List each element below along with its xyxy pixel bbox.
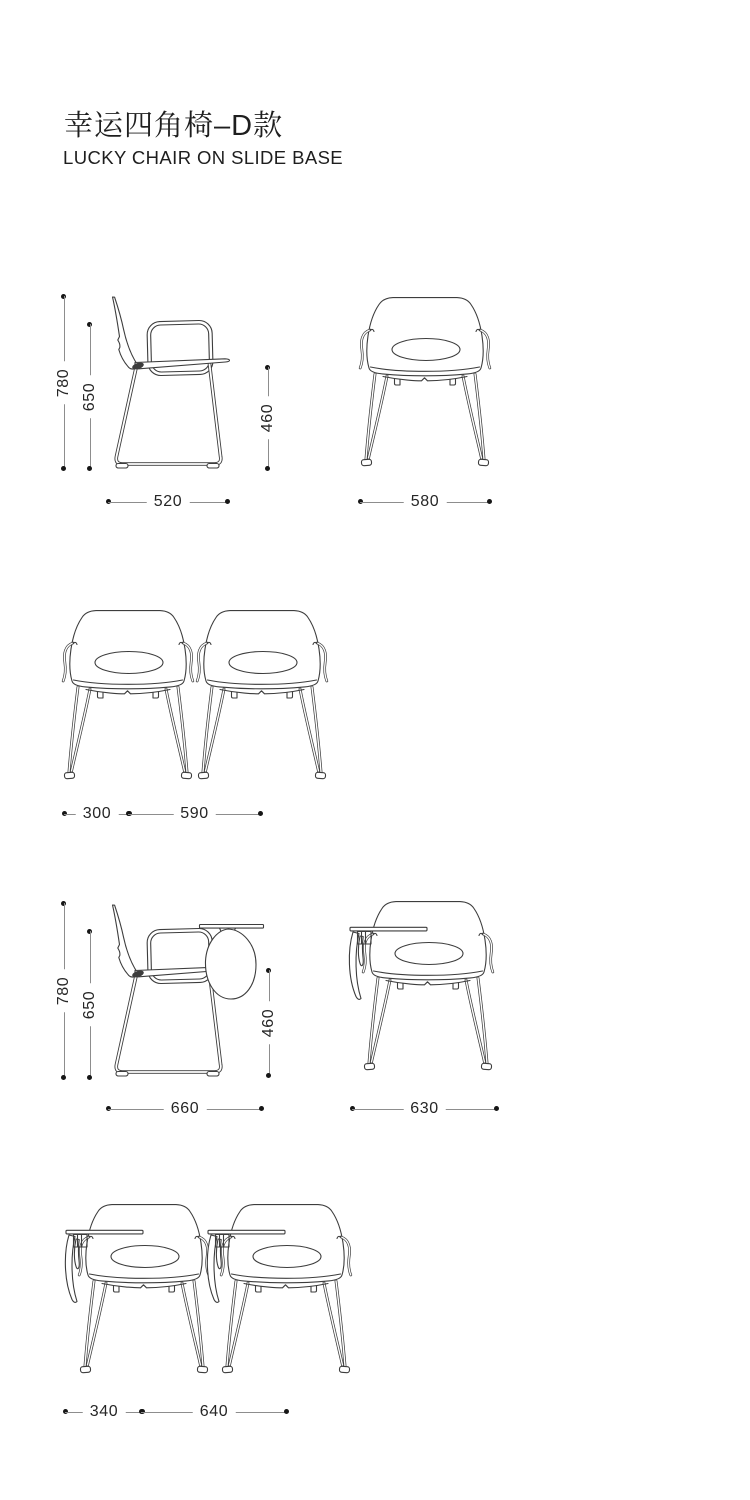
dim-label: 460 [261,1002,277,1045]
dim-dot [61,466,66,471]
page-title-en: LUCKY CHAIR ON SLIDE BASE [63,147,344,168]
dim-row-spacing-tablet [63,1403,145,1420]
dim-label: 590 [173,806,216,822]
dim-label: 640 [193,1404,236,1420]
dim-seat-height [259,365,276,471]
dim-backrest-height [81,322,98,471]
dim-seat-height-tablet [260,968,277,1078]
dim-row-pitch-tablet [139,1403,289,1420]
dim-dot [487,499,492,504]
dim-label: 780 [56,361,72,404]
dim-depth-tablet [106,1100,264,1117]
chair-pair-right-drawing [194,607,330,785]
dim-label: 650 [82,983,98,1026]
dim-dot [259,1106,264,1111]
dim-dot [265,466,270,471]
dim-width-tablet [350,1100,499,1117]
dim-backrest-height-tablet [81,929,98,1080]
dim-dot [266,1073,271,1078]
dim-row-spacing [62,805,132,822]
tablet-chair-pair-right-drawing [204,1201,356,1379]
dim-dot [284,1409,289,1414]
dim-overall-height [55,294,72,471]
tablet-chair-side-view-drawing [105,899,265,1079]
dim-label: 300 [76,806,119,822]
dim-dot [61,1075,66,1080]
dim-dot [258,811,263,816]
dim-overall-height-tablet [55,901,72,1080]
dim-row-pitch [126,805,263,822]
dim-label: 520 [147,494,190,510]
dim-dot [87,466,92,471]
tablet-chair-front-view-drawing [346,898,498,1076]
chair-side-view-drawing [105,293,240,473]
dim-label: 460 [260,397,276,440]
tablet-chair-pair-left-drawing [62,1201,214,1379]
dim-label: 660 [164,1101,207,1117]
dim-label: 340 [83,1404,126,1420]
dim-dot [225,499,230,504]
dim-label: 630 [403,1101,446,1117]
dim-label: 580 [404,494,447,510]
dim-label: 780 [56,969,72,1012]
dim-chair-width [358,493,492,510]
dim-dot [87,1075,92,1080]
dim-dot [494,1106,499,1111]
dim-label: 650 [82,375,98,418]
dim-seat-depth [106,493,230,510]
chair-pair-left-drawing [60,607,196,785]
page-title-zh: 幸运四角椅–D款 [64,110,284,142]
chair-front-view-drawing [357,294,493,472]
